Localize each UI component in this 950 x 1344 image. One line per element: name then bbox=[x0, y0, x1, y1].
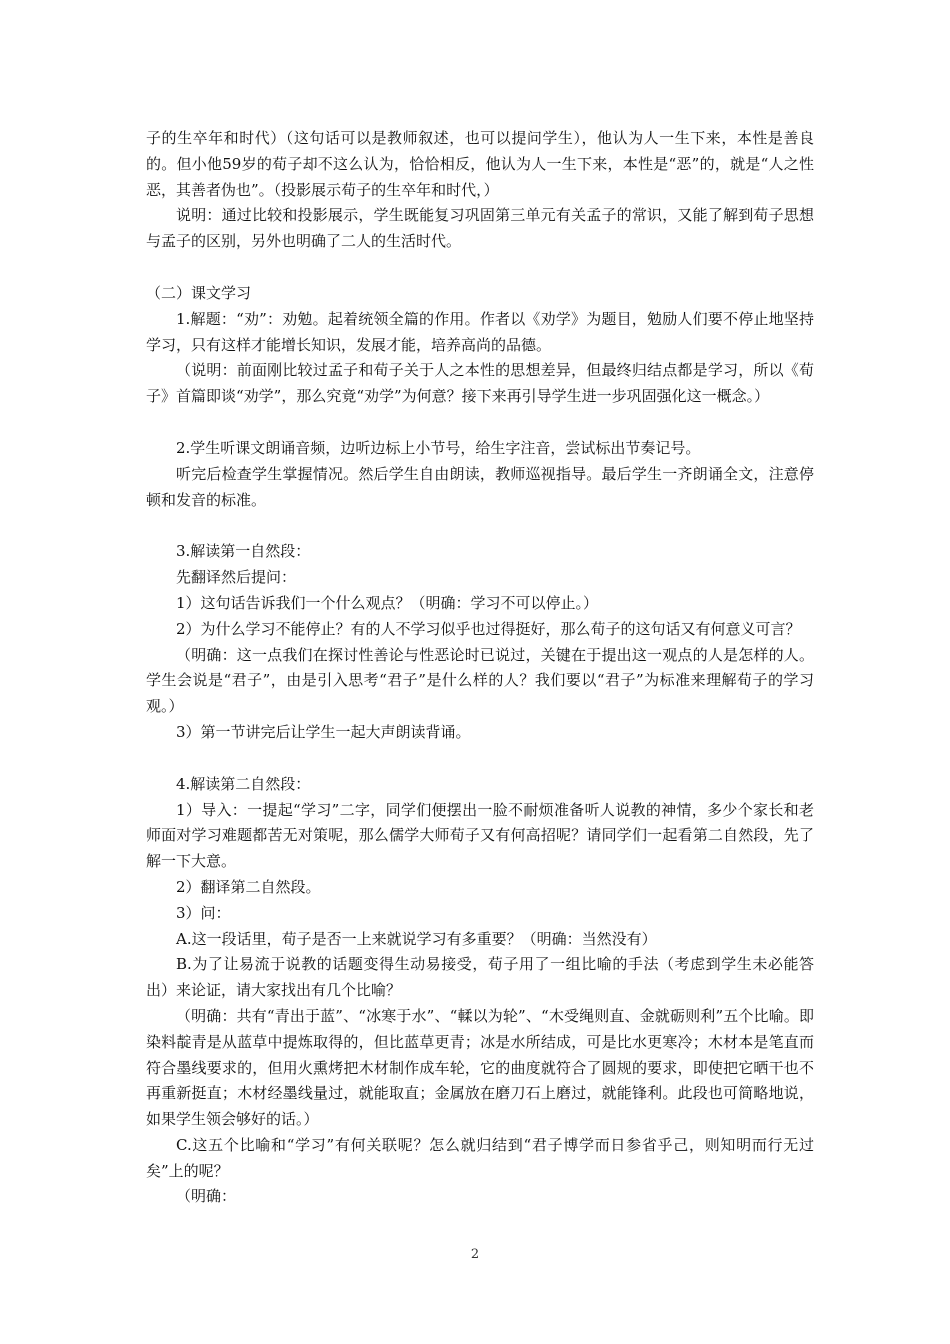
paragraph-note-title: （说明：前面刚比较过孟子和荀子关于人之本性的思想差异，但最终归结点都是学习，所以《荀子》首篇即谈“劝学”，那么究竟“劝学”为何意？接下来再引导学生进一步巩固强化这一概念。） bbox=[146, 361, 814, 406]
paragraph-listen-audio: 2.学生听课文朗诵音频，边听边标上小节号，给生字注音，尝试标出节奏记号。 bbox=[176, 438, 701, 457]
question-b: B.为了让易流于说教的话题变得生动易接受，荀子用了一组比喻的手法（考虑到学生未必能答出）来论证，请大家找出有几个比喻？ bbox=[146, 955, 814, 1000]
paragraph-translate-first: 先翻译然后提问： bbox=[176, 568, 297, 587]
question-a: A.这一段话里，荀子是否一上来就说学习有多重要？（明确：当然没有） bbox=[176, 929, 657, 948]
question-c: C.这五个比喻和“学习”有何关联呢？怎么就归结到“君子博学而日参省乎己，则知明而行无过矣”上的呢？ bbox=[146, 1135, 814, 1180]
question-2: 2）为什么学习不能停止？有的人不学习似乎也过得挺好，那么荀子的这句话又有何意义可言？ bbox=[176, 619, 801, 638]
paragraph-mencius-intro: 子的生卒年和时代）（这句话可以是教师叙述，也可以提问学生），他认为人一生下来，本性是善良的。但小他59岁的荀子却不这么认为，恰恰相反，他认为人一生下来，本性是“恶”的，就是“人之性恶，其善者伪也”。（投影展示荀子的生卒年和时代，） bbox=[146, 129, 814, 199]
step-2-translate: 2）翻译第二自然段。 bbox=[176, 877, 321, 896]
page-number: 2 bbox=[470, 1247, 480, 1262]
document-body bbox=[146, 126, 814, 1210]
spacer bbox=[146, 255, 814, 281]
answer-2: （明确：这一点我们在探讨性善论与性恶论时已说过，关键在于提出这一观点的人是怎样的人。学生会说是“君子”，由是引入思考“君子”是什么样的人？我们要以“君子”为标准来理解荀子的学习观。） bbox=[146, 645, 814, 716]
paragraph-check-reading: 听完后检查学生掌握情况。然后学生自由朗读，教师巡视指导。最后学生一齐朗诵全文，注意停顿和发音的标准。 bbox=[146, 464, 814, 509]
heading-first-paragraph: 3.解读第一自然段： bbox=[176, 542, 311, 561]
step-3-recite: 3）第一节讲完后让学生一起大声朗读背诵。 bbox=[176, 722, 471, 741]
heading-second-paragraph: 4.解读第二自然段： bbox=[176, 774, 311, 793]
step-1-introduction: 1）导入：一提起“学习”二字，同学们便摆出一脸不耐烦准备听人说教的神情，多少个家长和老师面对学习难题都苦无对策呢，那么儒学大师荀子又有何高招呢？请同学们一起看第二自然段，先了解一下大意。 bbox=[146, 800, 814, 871]
step-3-ask: 3）问： bbox=[176, 903, 231, 922]
spacer bbox=[146, 513, 814, 539]
spacer bbox=[146, 746, 814, 772]
section-heading-text-study: （二）课文学习 bbox=[146, 283, 252, 302]
spacer bbox=[146, 410, 814, 436]
question-1: 1）这句话告诉我们一个什么观点？（明确：学习不可以停止。） bbox=[176, 593, 599, 612]
answer-c-start: （明确： bbox=[176, 1187, 237, 1206]
paragraph-title-explanation: 1.解题：“劝”：劝勉。起着统领全篇的作用。作者以《劝学》为题目，勉励人们要不停止地坚持学习，只有这样才能增长知识，发展才能，培养高尚的品德。 bbox=[146, 309, 814, 354]
paragraph-explanation-comparison: 说明：通过比较和投影展示，学生既能复习巩固第三单元有关孟子的常识，又能了解到荀子思想与孟子的区别，另外也明确了二人的生活时代。 bbox=[146, 206, 814, 251]
answer-b: （明确：共有“青出于蓝”、“冰寒于水”、“輮以为轮”、“木受绳则直、金就砺则利”五个比喻。即染料靛青是从蓝草中提炼取得的，但比蓝草更青；冰是水所结成，可是比水更寒冷；木材本是笔直而符合墨线要求的，但用火熏烤把木材制作成车轮，它的曲度就符合了圆规的要求，即使把它晒干也不再重新挺直；木材经墨线量过，就能取直；金属放在磨刀石上磨过，就能锋利。此段也可简略地说，如果学生领会够好的话。） bbox=[146, 1006, 814, 1129]
